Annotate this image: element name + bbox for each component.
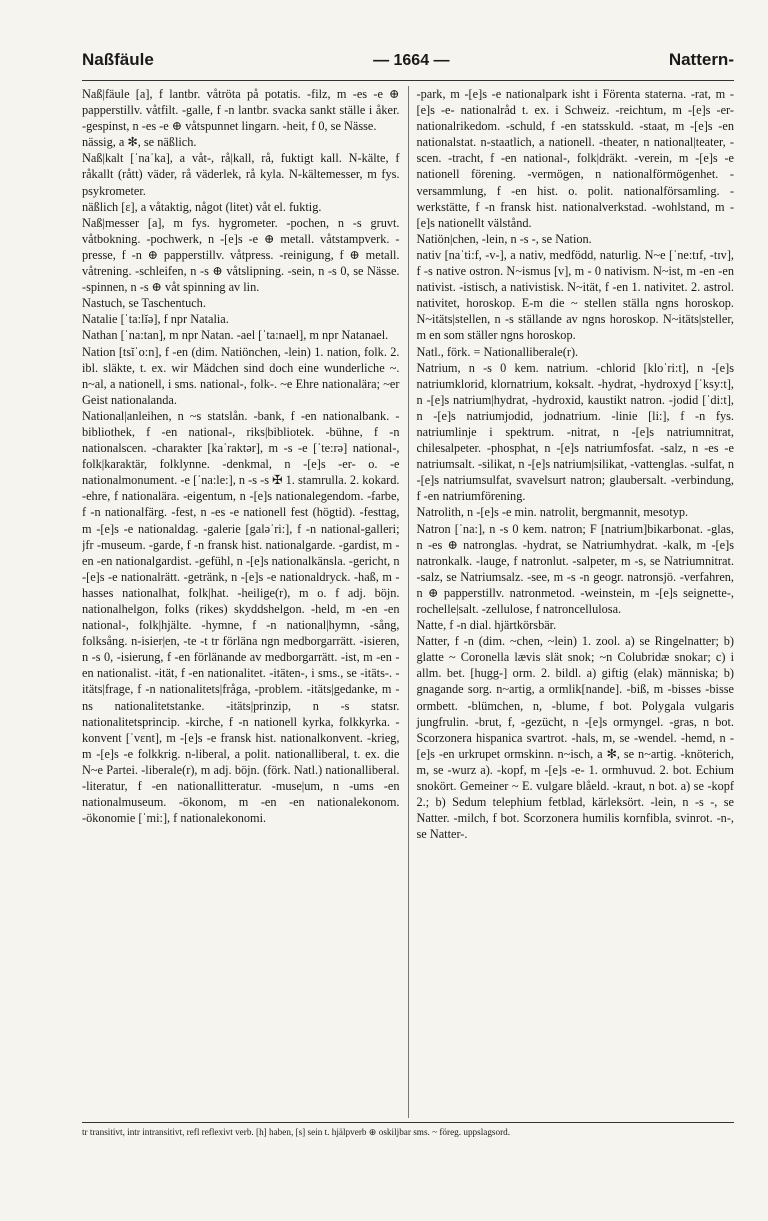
dictionary-entry: Nastuch, se Taschentuch.	[82, 296, 206, 311]
dictionary-entry: Naß|fäule [a], f lantbr. våtröta på potatis. -filz, m -es -e ⊕ papperstillv. våtfilt. -galle, f -n lantbr. svacka sankt ställe i åker. -gespinst, n -es -e ⊕ våtspunnet lingarn. -heit, f 0, se Nässe.	[82, 87, 400, 134]
header-divider	[82, 80, 734, 81]
dictionary-entry: Nathan [ˈna:tan], m npr Natan. -ael [ˈta:nael], m npr Natanael.	[82, 328, 389, 343]
page-header	[82, 50, 734, 76]
dictionary-entry: -park, m -[e]s -e nationalpark isht i Förenta staterna. -rat, m -[e]s -e- nationalråd t. ex. i Schweiz. -reichtum, m -[e]s -er- nationalrikedom. -schuld, f -en statsskuld. -staat, m -[e]s -en nationalstat. n-staatlich, a nationell. -theater, n national|teater, -scen. -tracht, f -en national-, folk|dräkt. -verein, m -[e]s -e nationell förening. -vermögen, n nationalförmögenhet. -versammlung, f -en hist. o. polit. nationalförsamling. -werkstätte, f -n fransk hist. nationalverkstad. -wohlstand, m -[e]s nationellt välstånd.	[416, 87, 734, 230]
dictionary-entry: National|anleihen, n ~s statslån. -bank, f -en nationalbank. -bibliothek, f -en national-, riks|bibliotek. -bühne, f -n nationalscen. -charakter [kaˈraktər], m -s -e [ˈte:rə] national-, folk|karaktär, folklynne. -denkmal, n -[e]s -er- o. -e nationalmonument. -e [ˈna:le:], n -s -s ✠ 1. stamrulla. 2. kokard. -ehre, f nationalära. -eigentum, n -[e]s nationalegendom. -farbe, f -n nationalfärg. -fest, n -es -e nationell fest (högtid). -festtag, m -[e]s -e nationaldag. -galerie [galəˈri:], f -n national-galleri; jfr -museum. -garde, f -n fransk hist. nationalgarde. -gardist, m -en -en nationalgardist. -gefühl, n -[e]s nationalkänsla. -gericht, n -[e]s -e nationalrätt. -getränk, n -[e]s -e nationaldryck. -haß, m -hasses nationalhat, folk|hat. -heilige(r), m o. f adj. böjn. nationalhelgon, folks (rikes) skyddshelgon. -held, m -en -en national-, folk|hjälte. -hymne, f -n national|hymn, -sång, folksång. n-isier|en, -te -t tr förläna ngn medborgarrätt. -isieren, n -s 0, -isierung, f -en förlänande av medborgarrätt. -ist, m -en -en nationalist. -ität, f -en nationalitet. -itäten-, i sms., se -itäts-. -itäts|frage, f -n nationalitets|fråga, -problem. -itäts|gedanke, m -ns nationalitetstanke. -itäts|prinzip, n -s statsr. nationalitetsprincip. -kirche, f -n nationell kyrka, folkkyrka. -konvent [ˈvɛnt], m -[e]s -e fransk hist. nationalkonvent. -krieg, m -[e]s -e folkkrig. n-liberal, a polit. nationalliberal, t. ex. die N~e Partei. -liberale(r), m adj. böjn. (förk. Natl.) nationalliberal. -literatur, f -en nationallitteratur. -muse|um, n -ums -en nationalmuseum. -ökonom, m -en -en nationalekonom. -ökonomie [ˈmi:], f nationalekonomi.	[82, 408, 400, 826]
dictionary-entry: Naß|messer [a], m fys. hygrometer. -pochen, n -s gruvt. våtbokning. -pochwerk, n -[e]s -e ⊕ metall. våtstampverk. -presse, f -n ⊕ papperstillv. våtpress. -reinigung, f ⊕ metall. våtrening. -schleifen, n -s ⊕ våtslipning. -sein, n -s 0, se Nässe. -spinnen, n -s ⊕ våt spinning av lin.	[82, 215, 400, 295]
abbreviation-footer: tr transitivt, intr intransitivt, refl reflexivt verb. [h] haben, [s] sein t. hjälpverb ⊕ oskiljbar sms. ~ föreg. uppslagsord.	[82, 1127, 511, 1137]
dictionary-entry: Natrolith, n -[e]s -e min. natrolit, bergmannit, mesotyp.	[416, 505, 689, 520]
right-column	[409, 86, 735, 1118]
page-number: — 1664 —	[373, 52, 450, 69]
header-left-word: Naßfäule	[82, 50, 154, 69]
dictionary-entry: näßlich [ɛ], a våtaktig, något (litet) våt el. fuktig.	[82, 199, 322, 214]
dictionary-entry: Natrium, n -s 0 kem. natrium. -chlorid [kloˈri:t], n -[e]s natriumklorid, klornatrium, koksalt. -hydrat, -hydroxyd [ˈksy:t], n -[e]s natrium|hydrat, -hydroxid, kaustikt natron. -jodid [ˈdi:t], n -[e]s natriumjodid, jodnatrium. -linie [li:], f -n fys. natriumlinje i spektrum. -nitrat, n -[e]s natriumnitrat, chilesalpeter. -phosphat, n -[e]s natriumfosfat. -salz, n -es -e natriumsalt. -silikat, n -[e]s natrium|silikat, -vattenglas. -sulfat, n -[e]s natriumsulfat, svavelsurt natron; glaubersalt. -verbindung, f -en natriumförening.	[416, 360, 734, 504]
dictionary-entry: nässig, a ✻, se näßlich.	[82, 135, 197, 150]
dictionary-entry: Natl., förk. = Nationalliberale(r).	[416, 344, 579, 359]
dictionary-entry: Natte, f -n dial. hjärtkörsbär.	[416, 618, 557, 633]
dictionary-entry: Natalie [ˈta:lĭə], f npr Natalia.	[82, 312, 229, 327]
dictionary-entry: nativ [naˈti:f, -v-], a nativ, medfödd, naturlig. N~e [ˈne:tɪf, -tɪv], f -s native ostron. N~ismus [v], m - 0 nativism. N~ist, m -en -en nativist. -istisch, a nativistisk. N~ität, f -en 1. nativitet. 2. astrol. nativitet, horoskop. E-m die ~ stellen ställa ngns horoskop. N~itäts|stellen, n -s ställande av ngns horoskop. N~itäts|steller, m en som ställer ngns horoskop.	[416, 247, 734, 343]
left-column	[82, 86, 409, 1118]
dictionary-entry: Natron [ˈna:], n -s 0 kem. natron; F [natrium]bikarbonat. -glas, n -es ⊕ natronglas. -hydrat, se Natriumhydrat. -kalk, m -[e]s natronkalk. -lauge, f natronlut. -salpeter, m -s, se Natriumnitrat. -salz, se Natriumsalz. -see, m -s -n geogr. natronsjö. -verfahren, n ⊕ papperstillv. natronmetod. -weinstein, m -[e]s seignette-, rochelle|salt. -zellulose, f natroncellulosa.	[416, 521, 734, 616]
dictionary-entry: Natiön|chen, -lein, n -s -, se Nation.	[416, 231, 592, 246]
dictionary-entry: Nation [tsĭˈo:n], f -en (dim. Natiönchen, -lein) 1. nation, folk. 2. ibl. släkte, t. ex. wir Mädchen sind doch eine wunderliche ~. n~al, a nationell, i sms. national-, folk-. ~e Ehre nationalära; ~er Geist nationalanda.	[82, 344, 400, 407]
two-column-body	[82, 86, 734, 1118]
footer-divider	[82, 1122, 734, 1123]
dictionary-entry: Natter, f -n (dim. ~chen, ~lein) 1. zool. a) se Ringelnatter; b) glatte ~ Coronella lævis slät snok; ~n Colubridæ snokar; c) i allm. bet. [hugg-] orm. 2. bildl. a) giftig (elak) människa; b) gnagande sorg. n~artig, a ormlik[nande]. -biß, m -bisses -bisse ormbett. -blümchen, n, -blume, f bot. Polygala vulgaris jungfrulin. -brut, f, -gezücht, n -[e]s ormyngel. -gras, n bot. Scorzonera hispanica svartrot. -hals, m, se -wendel. -hemd, n -[e]s -en urkrupet ormskinn. n~isch, a ✻, se n~artig. -knöterich, m, se -wurz a). -kopf, m -[e]s -e- 1. ormhuvud. 2. bot. Echium snokört. Gemeiner ~ E. vulgare blåeld. -kraut, n bot. a) se -kopf 2.; b) Sedum telephium fetblad, kärleksört. -lein, n -s -, se Natter. -milch, f bot. Scorzonera humilis kornfibla, svinrot. -n-, se Natter-.	[416, 634, 734, 842]
header-right-word: Nattern-	[668, 50, 734, 69]
dictionary-entry: Naß|kalt [ˈnaˈka], a våt-, rå|kall, rå, fuktigt kall. N-kälte, f råkallt (rått) väder, rå väderlek, rå kyla. N-kältemesser, m fys. psykrometer.	[82, 151, 400, 198]
